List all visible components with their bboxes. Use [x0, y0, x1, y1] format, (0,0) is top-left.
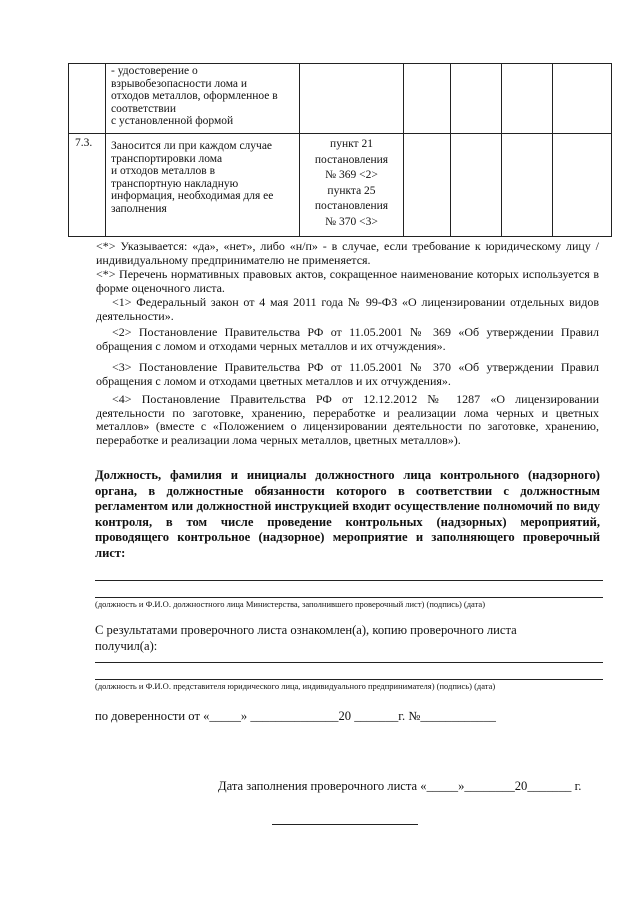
footnote-4: <4> Постановление Правительства РФ от 12.12.2012 № 1287 «О лицензировании деятельности по заготовке, хранению, переработке и реализации лома черных и цветных металлов» (вместе с «Положением о лицензировании деятельности по заготовке, хранению, переработке и реализации лома черных металлов, цветных металлов»).	[96, 392, 599, 447]
representative-signature-line[interactable]	[95, 662, 603, 663]
reference-line: постановления	[314, 153, 389, 166]
requirement-line: заполнения	[111, 202, 167, 215]
reference-line: № 369 <2>	[325, 169, 378, 181]
requirement-line: и отходов металлов в	[111, 165, 216, 177]
reference-line: постановления	[314, 200, 389, 212]
proxy-line[interactable]: по доверенности от «_____» ______________20 _______г. №____________	[95, 709, 496, 723]
requirement-line: с установленной формой	[111, 115, 234, 127]
footnote-3: <3> Постановление Правительства РФ от 11.05.2001 № 370 «Об утверждении Правил обращения с ломом и отходами цветных металлов и их отчуждения».	[96, 360, 599, 388]
requirement-line: информация, необходимая для ее	[111, 190, 274, 202]
fill-date-line[interactable]: Дата заполнения проверочного листа «_____»________20_______ г.	[218, 779, 582, 793]
table-row	[69, 64, 612, 134]
caption-official: (должность и Ф.И.О. должностного лица Министерства, заполнившего проверочный лист) (подпись) (дата)	[95, 599, 486, 609]
footnote-2: <2> Постановление Правительства РФ от 11.05.2001 № 369 «Об утверждении Правил обращения с ломом и отходами черных металлов и их отчуждения».	[96, 325, 599, 353]
row-number: 7.3.	[75, 137, 93, 149]
requirement-line: отходов металлов, оформленное в	[111, 90, 278, 102]
reference-cell	[300, 64, 404, 134]
reference-line: пункта 25	[327, 184, 376, 197]
answer-cell[interactable]	[404, 64, 451, 134]
answer-cell[interactable]	[404, 134, 451, 237]
row-number	[69, 64, 105, 67]
answer-cell[interactable]	[502, 64, 553, 134]
official-heading: Должность, фамилия и инициалы должностного лица контрольного (надзорного) органа, в должностные обязанности которого в соответствии с должностным регламентом или должностной инструкцией входит осуществление полномочий по виду контроля, в том числе проведение контрольных (надзорных) мероприятий, проводящего контрольное (надзорное) мероприятие и заполняющего проверочный лист:	[95, 468, 600, 560]
caption-representative: (должность и Ф.И.О. представителя юридического лица, индивидуального предпринимателя) (подпись) (дата)	[95, 681, 496, 691]
answer-cell[interactable]	[502, 134, 553, 237]
requirement-line: соответствии	[111, 102, 176, 115]
acquainted-text: С результатами проверочного листа ознакомлен(а), копию проверочного листа получил(а):	[95, 623, 517, 653]
requirement-line: взрывобезопасности лома и	[111, 77, 248, 90]
answer-cell[interactable]	[553, 134, 612, 237]
official-signature-line-2[interactable]	[95, 597, 603, 598]
official-signature-line[interactable]	[95, 580, 603, 581]
requirement-line: Заносится ли при каждом случае	[111, 140, 273, 152]
reference-line: № 370 <3>	[325, 215, 378, 228]
footnote-legal-acts: <*> Перечень нормативных правовых актов, сокращенное наименование которых используется в форме оценочного листа.	[96, 267, 599, 295]
requirement-line: транспортировки лома	[111, 152, 223, 165]
answer-cell[interactable]	[451, 134, 502, 237]
requirement-cell	[106, 64, 300, 134]
checklist-table	[68, 63, 612, 237]
row-number-cell	[69, 134, 106, 237]
table-row	[69, 134, 612, 237]
footnote-answer-legend: <*> Указывается: «да», «нет», либо «н/п» - в случае, если требование к юридическому лицу /индивидуальному предпринимателю не применяется.	[96, 239, 599, 267]
footnote-1: <1> Федеральный закон от 4 мая 2011 года № 99-ФЗ «О лицензировании отдельных видов деятельности».	[96, 295, 599, 323]
answer-cell[interactable]	[451, 64, 502, 134]
reference-line: пункт 21	[330, 138, 373, 150]
requirement-line: - удостоверение о	[111, 65, 198, 77]
reference-cell	[300, 134, 404, 237]
answer-cell[interactable]	[553, 64, 612, 134]
requirement-line: транспортную накладную	[111, 177, 239, 190]
requirement-cell	[106, 134, 300, 237]
representative-signature-line-2[interactable]	[95, 679, 603, 680]
row-number-cell	[69, 64, 106, 134]
signature-divider	[272, 824, 418, 825]
